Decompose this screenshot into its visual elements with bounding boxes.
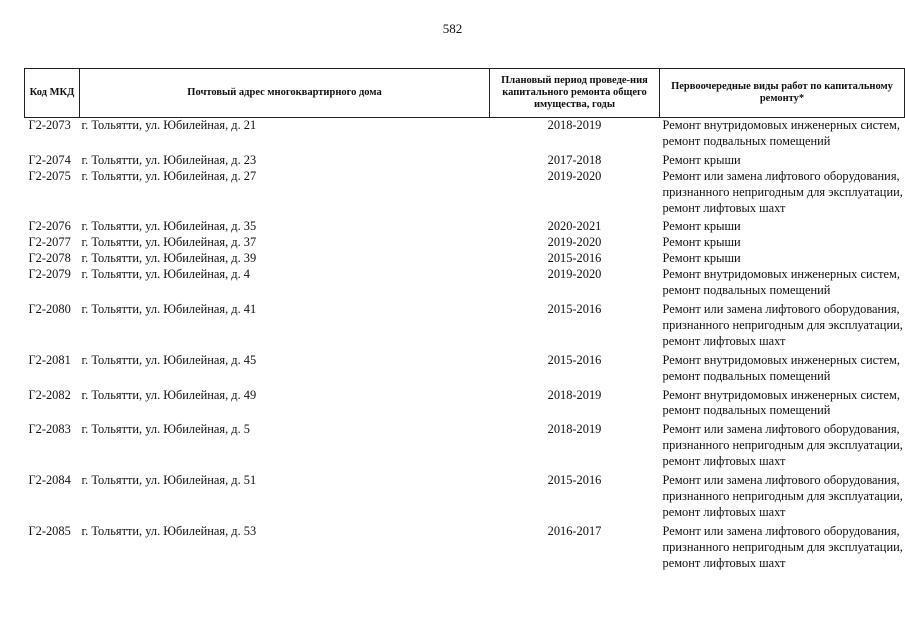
work-line: признанного непригодным для эксплуатации,	[662, 317, 903, 332]
cell-period: 2018-2019	[547, 118, 602, 132]
work-line: ремонт подвальных помещений	[662, 133, 831, 148]
cell-period: 2015-2016	[547, 473, 602, 488]
work-line: ремонт подвальных помещений	[662, 403, 831, 418]
cell-code: Г2-2077	[28, 235, 71, 250]
header-code: Код МКД	[25, 69, 80, 118]
table-row	[25, 524, 905, 575]
cell-code: Г2-2081	[28, 352, 71, 367]
cell-works	[660, 235, 905, 251]
table-row	[25, 219, 905, 235]
cell-code: Г2-2078	[28, 251, 71, 266]
work-line: ремонт лифтовых шахт	[662, 555, 786, 570]
table-row	[25, 302, 905, 353]
table-row	[25, 353, 905, 388]
table-row	[25, 388, 905, 423]
work-line: Ремонт внутридомовых инженерных систем,	[662, 267, 900, 282]
cell-code: Г2-2075	[28, 168, 71, 183]
table-body	[25, 118, 905, 575]
work-line: Ремонт крыши	[662, 152, 741, 167]
cell-works	[660, 302, 905, 353]
cell-address: г. Тольятти, ул. Юбилейная, д. 23	[81, 152, 257, 167]
cell-code: Г2-2080	[28, 301, 71, 316]
cell-address: г. Тольятти, ул. Юбилейная, д. 35	[81, 219, 257, 234]
work-line: ремонт лифтовых шахт	[662, 454, 786, 469]
cell-code: Г2-2073	[28, 118, 71, 132]
cell-period: 2015-2016	[547, 251, 602, 266]
work-line: Ремонт или замена лифтового оборудования,	[662, 301, 900, 316]
work-line: признанного непригодным для эксплуатации,	[662, 539, 903, 554]
cell-address: г. Тольятти, ул. Юбилейная, д. 49	[81, 387, 257, 402]
work-line: Ремонт или замена лифтового оборудования,	[662, 422, 900, 437]
work-line: ремонт лифтовых шахт	[662, 333, 786, 348]
table-row	[25, 169, 905, 220]
cell-works	[660, 267, 905, 302]
cell-address: г. Тольятти, ул. Юбилейная, д. 5	[81, 422, 250, 437]
cell-works	[660, 169, 905, 220]
cell-address: г. Тольятти, ул. Юбилейная, д. 39	[81, 251, 257, 266]
work-line: ремонт подвальных помещений	[662, 283, 831, 298]
work-line: Ремонт внутридомовых инженерных систем,	[662, 118, 900, 132]
work-line: Ремонт или замена лифтового оборудования,	[662, 523, 900, 538]
cell-period: 2019-2020	[547, 168, 602, 183]
cell-code: Г2-2083	[28, 422, 71, 437]
cell-works	[660, 353, 905, 388]
work-line: Ремонт или замена лифтового оборудования,	[662, 168, 900, 183]
work-line: Ремонт крыши	[662, 235, 741, 250]
repair-table	[24, 68, 905, 574]
cell-works	[660, 251, 905, 267]
work-line: признанного непригодным для эксплуатации,	[662, 438, 903, 453]
cell-code: Г2-2084	[28, 473, 71, 488]
cell-address: г. Тольятти, ул. Юбилейная, д. 4	[81, 267, 250, 282]
table-row	[25, 118, 905, 153]
table-row	[25, 235, 905, 251]
work-line: Ремонт или замена лифтового оборудования,	[662, 473, 900, 488]
cell-address: г. Тольятти, ул. Юбилейная, д. 51	[81, 473, 257, 488]
cell-period: 2018-2019	[547, 422, 602, 437]
cell-address: г. Тольятти, ул. Юбилейная, д. 21	[81, 118, 257, 132]
cell-code: Г2-2079	[28, 267, 71, 282]
table-row	[25, 473, 905, 524]
cell-works	[660, 422, 905, 473]
cell-address: г. Тольятти, ул. Юбилейная, д. 27	[81, 168, 257, 183]
cell-period: 2015-2016	[547, 352, 602, 367]
work-line: ремонт подвальных помещений	[662, 368, 831, 383]
work-line: Ремонт крыши	[662, 219, 741, 234]
cell-works	[660, 118, 905, 153]
table-row	[25, 267, 905, 302]
cell-address: г. Тольятти, ул. Юбилейная, д. 41	[81, 301, 257, 316]
header-period: Плановый период проведе-ния капитального ремонта общего имущества, годы	[490, 69, 660, 118]
table-row	[25, 422, 905, 473]
cell-code: Г2-2074	[28, 152, 71, 167]
work-line: ремонт лифтовых шахт	[662, 200, 786, 215]
work-line: Ремонт внутридомовых инженерных систем,	[662, 387, 900, 402]
cell-address: г. Тольятти, ул. Юбилейная, д. 53	[81, 523, 257, 538]
header-works: Первоочередные виды работ по капитальному ремонту*	[660, 69, 905, 118]
work-line: признанного непригодным для эксплуатации,	[662, 184, 903, 199]
table-row	[25, 251, 905, 267]
cell-period: 2018-2019	[547, 387, 602, 402]
table-row	[25, 153, 905, 169]
cell-works	[660, 473, 905, 524]
work-line: признанного непригодным для эксплуатации,	[662, 488, 903, 503]
work-line: ремонт лифтовых шахт	[662, 504, 786, 519]
cell-address: г. Тольятти, ул. Юбилейная, д. 37	[81, 235, 257, 250]
cell-works	[660, 524, 905, 575]
cell-code: Г2-2085	[28, 523, 71, 538]
cell-code: Г2-2082	[28, 387, 71, 402]
cell-code: Г2-2076	[28, 219, 71, 234]
cell-period: 2017-2018	[547, 152, 602, 167]
work-line: Ремонт крыши	[662, 251, 741, 266]
header-address: Почтовый адрес многоквартирного дома	[80, 69, 490, 118]
cell-works	[660, 219, 905, 235]
cell-period: 2020-2021	[547, 219, 602, 234]
cell-works	[660, 153, 905, 169]
table-header-row	[25, 69, 905, 118]
cell-period: 2019-2020	[547, 267, 602, 282]
cell-period: 2016-2017	[547, 523, 602, 538]
page-number: 582	[442, 21, 463, 36]
cell-period: 2015-2016	[547, 301, 602, 316]
cell-address: г. Тольятти, ул. Юбилейная, д. 45	[81, 352, 257, 367]
cell-period: 2019-2020	[547, 235, 602, 250]
work-line: Ремонт внутридомовых инженерных систем,	[662, 352, 900, 367]
cell-works	[660, 388, 905, 423]
